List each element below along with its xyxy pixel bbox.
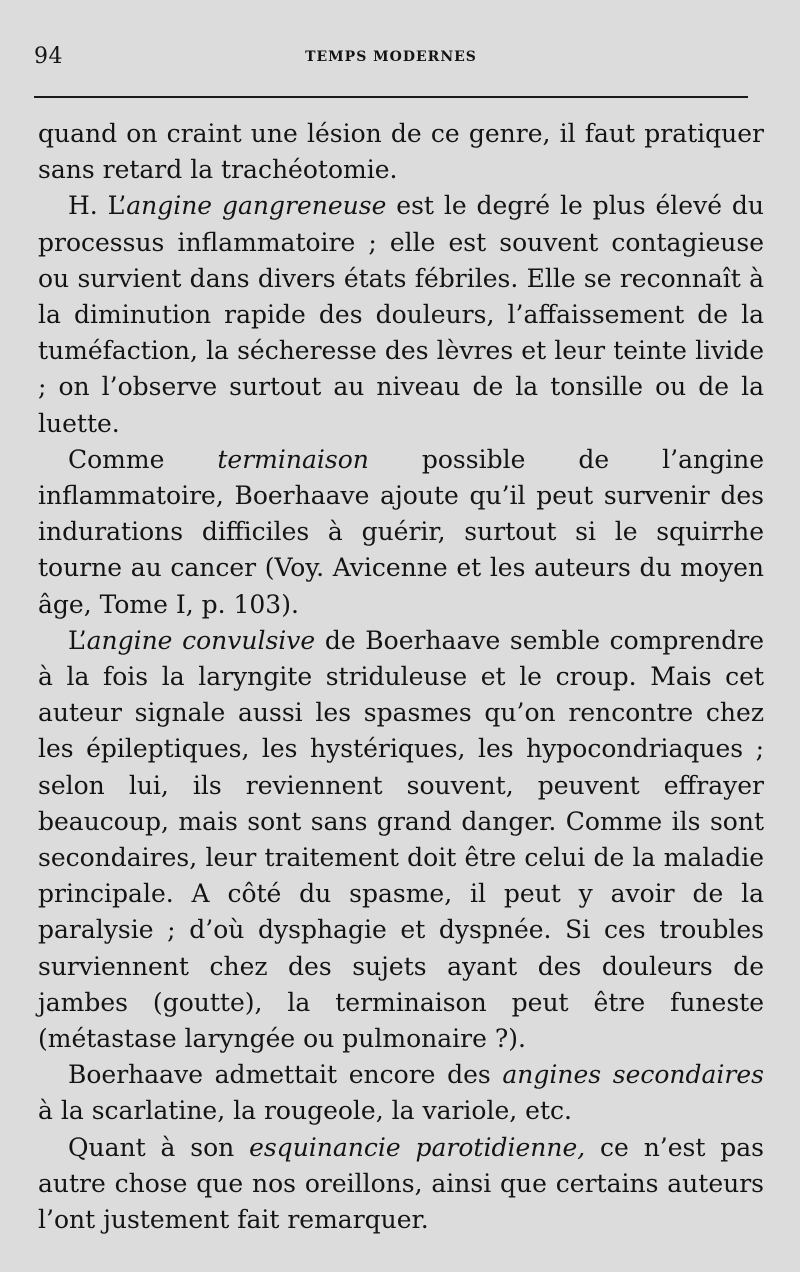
paragraph-p4 bbox=[38, 623, 764, 1057]
paragraph-p1 bbox=[38, 116, 764, 188]
italic-term: esquinancie parotidienne, bbox=[249, 1132, 586, 1162]
page-header bbox=[34, 44, 748, 74]
header-rule bbox=[34, 96, 748, 98]
text-run: quand on craint une lésion de ce genre, il faut pratiquer sans retard la trachéotomie. bbox=[38, 119, 764, 185]
text-run: L’ bbox=[68, 625, 87, 655]
italic-term: angine convulsive bbox=[86, 625, 316, 655]
italic-term: angine gangreneuse bbox=[126, 191, 387, 221]
paragraph-p2 bbox=[38, 188, 764, 441]
text-run: à la scarlatine, la rougeole, la variole, etc. bbox=[38, 1096, 572, 1126]
paragraph-p6 bbox=[38, 1130, 764, 1239]
text-run: de Boerhaave semble comprendre à la fois la laryngite striduleuse et le croup. Mais cet auteur signale aussi les spasmes qu’on rencontre chez les épileptiques, les hystériques, les hypocondriaques ; selon lui, ils reviennent souvent, peuvent effrayer beaucoup, mais sont sans grand danger. Comme ils sont secondaires, leur traitement doit être celui de la maladie principale. A côté du spasme, il peut y avoir de la paralysie ; d’où dysphagie et dyspnée. Si ces troubles surviennent chez des sujets ayant des douleurs de jambes (goutte), la terminaison peut être funeste (métastase laryngée ou pulmonaire ?). bbox=[38, 625, 764, 1054]
text-run: Quant à son bbox=[68, 1132, 250, 1162]
text-run: est le degré le plus élevé du processus inflammatoire ; elle est souvent contagieuse ou survient dans divers états fébriles. Elle se reconnaît à la diminution rapide des douleurs, l’affaissement de la tuméfaction, la sécheresse des lèvres et leur teinte livide ; on l’observe surtout au niveau de la tonsille ou de la luette. bbox=[38, 191, 765, 438]
running-head: TEMPS MODERNES bbox=[305, 49, 477, 65]
italic-term: terminaison bbox=[217, 444, 369, 474]
text-run: possible de l’angine inflammatoire, Boerhaave ajoute qu’il peut survenir des indurations difficiles à guérir, surtout si le squirrhe tourne au cancer (Voy. Avicenne et les auteurs du moyen âge, Tome I, p. 103). bbox=[38, 444, 764, 619]
body-text bbox=[38, 116, 764, 1238]
page-number: 94 bbox=[34, 44, 63, 69]
text-run: Boerhaave admettait encore des bbox=[68, 1060, 503, 1090]
paragraph-p5 bbox=[38, 1057, 764, 1129]
italic-term: angines secondaires bbox=[502, 1060, 764, 1090]
text-run: H. L’ bbox=[68, 191, 127, 221]
text-run: Comme bbox=[68, 444, 218, 474]
text-run: ce n’est pas autre chose que nos oreillons, ainsi que certains auteurs l’ont justement fait remarquer. bbox=[38, 1132, 764, 1235]
paragraph-p3 bbox=[38, 442, 764, 623]
